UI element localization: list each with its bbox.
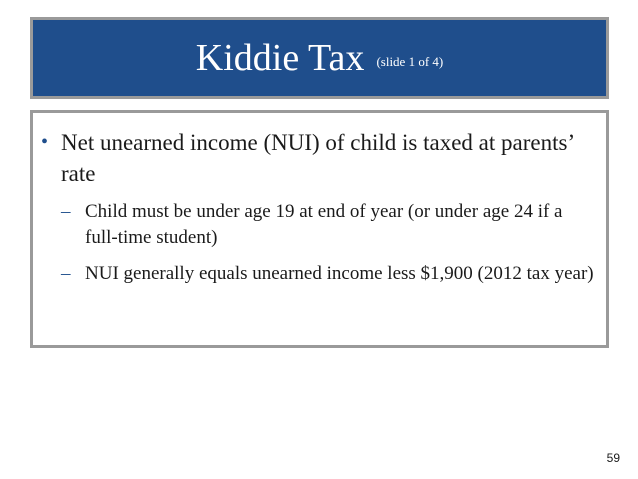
slide-title: Kiddie Tax [195,37,365,79]
sub-bullet-text: Child must be under age 19 at end of year (or under age 24 if a full-time student) [85,201,563,248]
dash-icon: – [61,201,71,222]
main-bullet [41,127,601,189]
dash-icon: – [61,263,71,284]
slide-subtitle: (slide 1 of 4) [376,54,444,69]
content-box [30,110,609,348]
sub-bullet-2 [61,261,596,287]
bullet-icon: • [41,131,49,153]
page-number: 59 [606,451,620,465]
sub-bullet-text: NUI generally equals unearned income less $1,900 (2012 tax year) [85,263,594,284]
sub-bullet-1 [61,199,596,251]
main-bullet-text: Net unearned income (NUI) of child is taxed at parents’ rate [61,130,574,186]
title-bar [30,17,609,99]
